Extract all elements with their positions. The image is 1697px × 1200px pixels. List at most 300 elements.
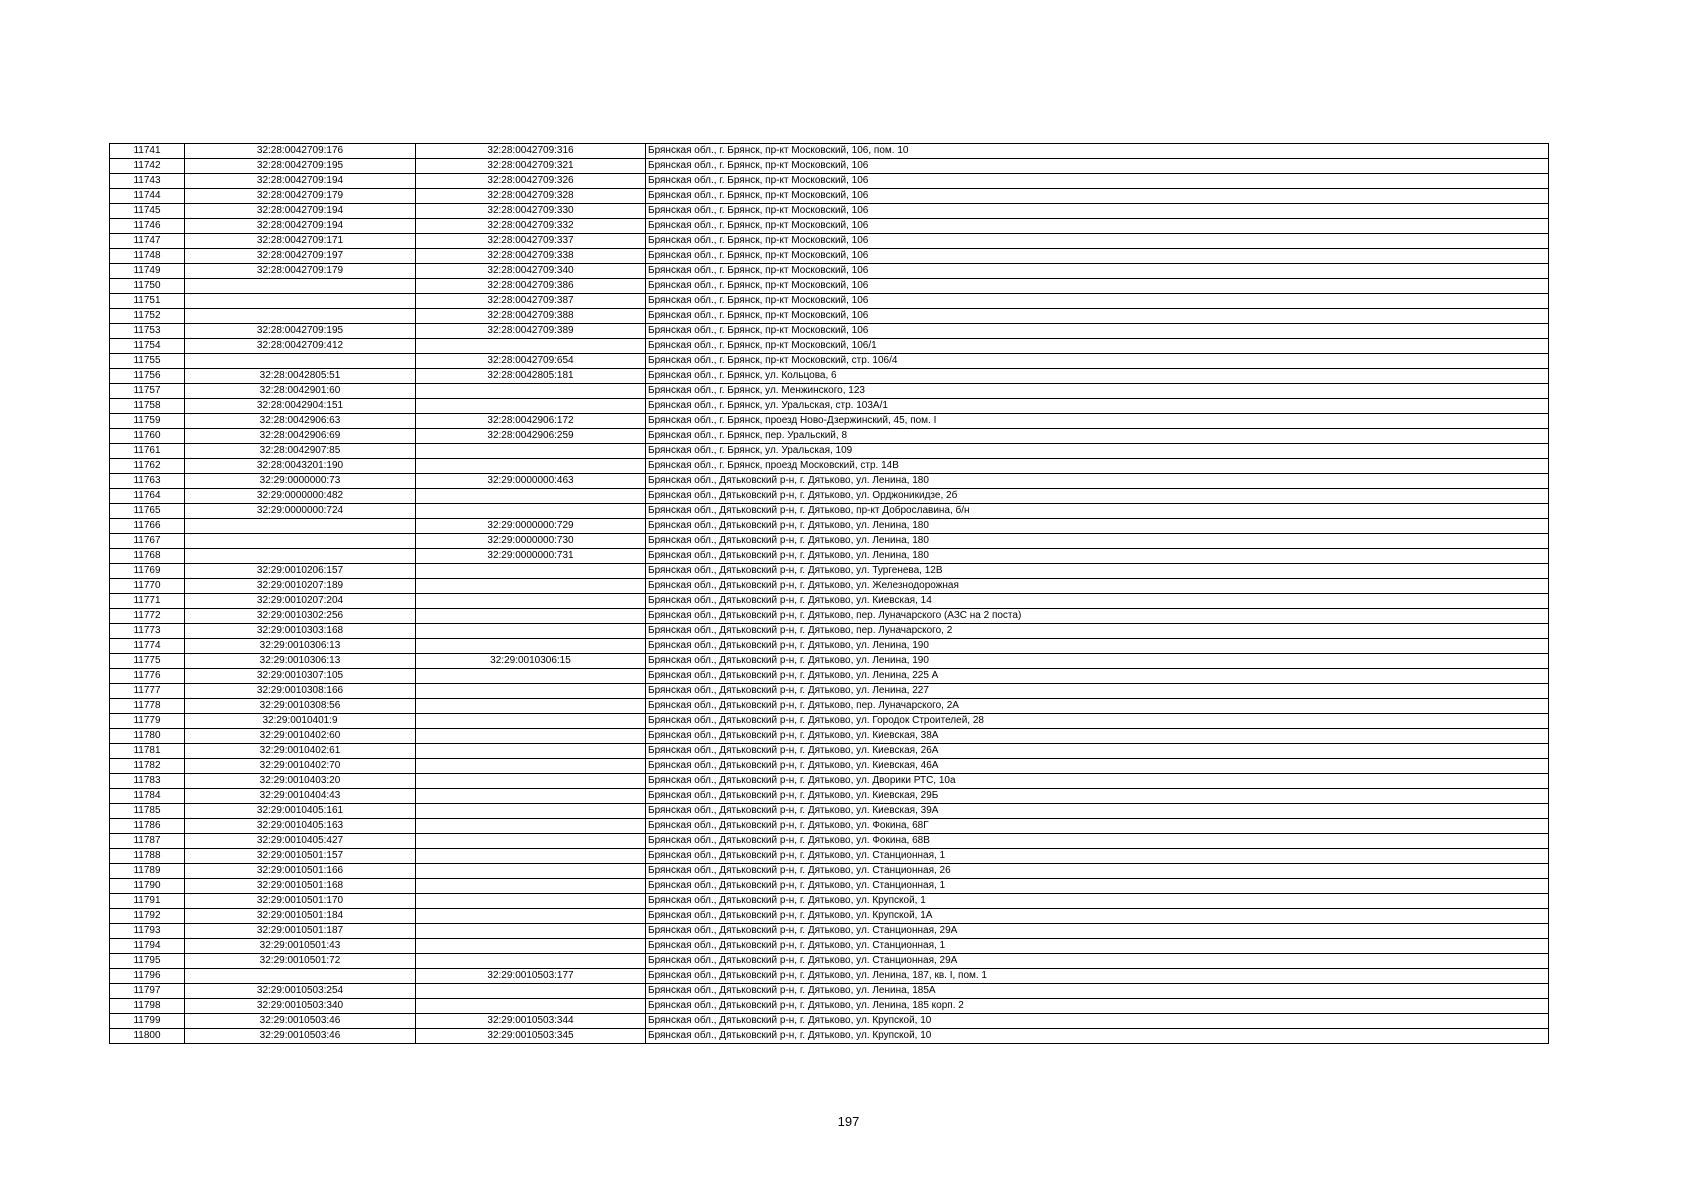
cell-cadastral-number: 32:29:0010405:161 xyxy=(185,804,416,819)
cell-cadastral-number-2 xyxy=(416,624,646,639)
cell-address: Брянская обл., Дятьковский р-н, г. Дятьково, ул. Киевская, 46А xyxy=(646,759,1549,774)
table-row xyxy=(110,744,1549,759)
table-row xyxy=(110,609,1549,624)
table-row xyxy=(110,174,1549,189)
cell-cadastral-number-2: 32:28:0042709:316 xyxy=(416,144,646,159)
cell-address: Брянская обл., Дятьковский р-н, г. Дятьково, ул. Ленина, 227 xyxy=(646,684,1549,699)
cell-address: Брянская обл., Дятьковский р-н, г. Дятьково, ул. Киевская, 39А xyxy=(646,804,1549,819)
cell-cadastral-number: 32:28:0042709:179 xyxy=(185,189,416,204)
cell-address: Брянская обл., Дятьковский р-н, г. Дятьково, ул. Крупской, 1А xyxy=(646,909,1549,924)
table-row xyxy=(110,339,1549,354)
table-row xyxy=(110,324,1549,339)
cell-cadastral-number: 32:29:0010503:46 xyxy=(185,1014,416,1029)
cell-cadastral-number-2 xyxy=(416,594,646,609)
table-row xyxy=(110,879,1549,894)
cell-row-number: 11773 xyxy=(110,624,185,639)
cell-row-number: 11753 xyxy=(110,324,185,339)
cell-row-number: 11794 xyxy=(110,939,185,954)
cell-address: Брянская обл., г. Брянск, проезд Ново-Дзержинский, 45, пом. I xyxy=(646,414,1549,429)
cell-cadastral-number: 32:29:0000000:482 xyxy=(185,489,416,504)
cell-cadastral-number: 32:28:0042709:195 xyxy=(185,159,416,174)
cell-address: Брянская обл., г. Брянск, пр-кт Московский, 106 xyxy=(646,189,1549,204)
cell-row-number: 11750 xyxy=(110,279,185,294)
cell-cadastral-number-2 xyxy=(416,954,646,969)
cell-address: Брянская обл., г. Брянск, пр-кт Московский, стр. 106/4 xyxy=(646,354,1549,369)
cell-cadastral-number: 32:29:0010501:43 xyxy=(185,939,416,954)
cell-cadastral-number-2: 32:29:0010503:345 xyxy=(416,1029,646,1044)
cell-cadastral-number: 32:29:0010207:189 xyxy=(185,579,416,594)
cell-address: Брянская обл., Дятьковский р-н, г. Дятьково, ул. Киевская, 14 xyxy=(646,594,1549,609)
cell-address: Брянская обл., г. Брянск, пр-кт Московский, 106 xyxy=(646,204,1549,219)
cell-cadastral-number: 32:29:0010308:166 xyxy=(185,684,416,699)
cell-cadastral-number-2: 32:29:0000000:731 xyxy=(416,549,646,564)
cell-cadastral-number: 32:29:0010501:166 xyxy=(185,864,416,879)
table-row xyxy=(110,564,1549,579)
table-row xyxy=(110,804,1549,819)
cell-cadastral-number: 32:28:0042709:194 xyxy=(185,174,416,189)
cell-cadastral-number xyxy=(185,354,416,369)
cell-address: Брянская обл., Дятьковский р-н, г. Дятьково, ул. Ленина, 180 xyxy=(646,519,1549,534)
table-row xyxy=(110,684,1549,699)
cell-address: Брянская обл., Дятьковский р-н, г. Дятьково, ул. Тургенева, 12В xyxy=(646,564,1549,579)
table-row xyxy=(110,639,1549,654)
cell-row-number: 11757 xyxy=(110,384,185,399)
table-row xyxy=(110,654,1549,669)
cell-cadastral-number-2: 32:28:0042906:259 xyxy=(416,429,646,444)
cell-cadastral-number-2: 32:28:0042709:388 xyxy=(416,309,646,324)
cell-cadastral-number: 32:29:0010206:157 xyxy=(185,564,416,579)
cell-cadastral-number-2 xyxy=(416,834,646,849)
cell-cadastral-number-2 xyxy=(416,744,646,759)
cell-address: Брянская обл., г. Брянск, пр-кт Московский, 106, пом. 10 xyxy=(646,144,1549,159)
cell-address: Брянская обл., г. Брянск, пр-кт Московский, 106 xyxy=(646,174,1549,189)
cell-address: Брянская обл., г. Брянск, пер. Уральский, 8 xyxy=(646,429,1549,444)
cell-address: Брянская обл., Дятьковский р-н, г. Дятьково, ул. Станционная, 1 xyxy=(646,849,1549,864)
table-row xyxy=(110,849,1549,864)
table-row xyxy=(110,189,1549,204)
table-row xyxy=(110,714,1549,729)
cell-cadastral-number: 32:28:0042901:60 xyxy=(185,384,416,399)
cell-row-number: 11786 xyxy=(110,819,185,834)
cell-cadastral-number-2 xyxy=(416,384,646,399)
cell-row-number: 11742 xyxy=(110,159,185,174)
cell-cadastral-number: 32:28:0043201:190 xyxy=(185,459,416,474)
cell-row-number: 11766 xyxy=(110,519,185,534)
cell-address: Брянская обл., Дятьковский р-н, г. Дятьково, ул. Станционная, 26 xyxy=(646,864,1549,879)
table-row xyxy=(110,384,1549,399)
table-row xyxy=(110,699,1549,714)
table-row xyxy=(110,579,1549,594)
cell-row-number: 11762 xyxy=(110,459,185,474)
cell-cadastral-number-2: 32:28:0042709:326 xyxy=(416,174,646,189)
cell-cadastral-number-2: 32:29:0000000:730 xyxy=(416,534,646,549)
cell-cadastral-number: 32:28:0042709:179 xyxy=(185,264,416,279)
cell-row-number: 11776 xyxy=(110,669,185,684)
cell-cadastral-number-2 xyxy=(416,774,646,789)
cell-cadastral-number xyxy=(185,519,416,534)
table-row xyxy=(110,474,1549,489)
cell-cadastral-number-2 xyxy=(416,399,646,414)
cell-cadastral-number-2: 32:28:0042709:332 xyxy=(416,219,646,234)
cell-cadastral-number-2: 32:29:0000000:463 xyxy=(416,474,646,489)
cell-cadastral-number: 32:28:0042906:69 xyxy=(185,429,416,444)
cell-cadastral-number: 32:29:0010501:170 xyxy=(185,894,416,909)
cell-address: Брянская обл., г. Брянск, пр-кт Московский, 106 xyxy=(646,324,1549,339)
cell-row-number: 11747 xyxy=(110,234,185,249)
table-row xyxy=(110,864,1549,879)
cell-cadastral-number-2 xyxy=(416,864,646,879)
cell-cadastral-number-2 xyxy=(416,849,646,864)
page-number: 197 xyxy=(837,1114,860,1129)
cell-cadastral-number: 32:29:0010501:157 xyxy=(185,849,416,864)
cell-row-number: 11774 xyxy=(110,639,185,654)
cell-cadastral-number-2 xyxy=(416,924,646,939)
cell-cadastral-number xyxy=(185,309,416,324)
cell-cadastral-number-2 xyxy=(416,339,646,354)
cell-address: Брянская обл., г. Брянск, пр-кт Московский, 106/1 xyxy=(646,339,1549,354)
table-row xyxy=(110,399,1549,414)
cell-row-number: 11778 xyxy=(110,699,185,714)
cell-address: Брянская обл., Дятьковский р-н, г. Дятьково, ул. Станционная, 29А xyxy=(646,924,1549,939)
cell-cadastral-number-2 xyxy=(416,909,646,924)
cell-row-number: 11749 xyxy=(110,264,185,279)
cell-address: Брянская обл., Дятьковский р-н, г. Дятьково, ул. Железнодорожная xyxy=(646,579,1549,594)
cell-row-number: 11782 xyxy=(110,759,185,774)
cell-row-number: 11759 xyxy=(110,414,185,429)
cell-row-number: 11756 xyxy=(110,369,185,384)
cell-row-number: 11768 xyxy=(110,549,185,564)
cell-address: Брянская обл., Дятьковский р-н, г. Дятьково, ул. Орджоникидзе, 2б xyxy=(646,489,1549,504)
cell-address: Брянская обл., г. Брянск, пр-кт Московский, 106 xyxy=(646,249,1549,264)
cell-row-number: 11800 xyxy=(110,1029,185,1044)
cell-cadastral-number-2: 32:28:0042709:340 xyxy=(416,264,646,279)
cell-address: Брянская обл., Дятьковский р-н, г. Дятьково, ул. Киевская, 29Б xyxy=(646,789,1549,804)
table-row xyxy=(110,249,1549,264)
table-row xyxy=(110,759,1549,774)
cell-cadastral-number xyxy=(185,969,416,984)
cell-row-number: 11781 xyxy=(110,744,185,759)
table-row xyxy=(110,144,1549,159)
cell-row-number: 11787 xyxy=(110,834,185,849)
cell-cadastral-number: 32:29:0010401:9 xyxy=(185,714,416,729)
table-row xyxy=(110,789,1549,804)
cell-cadastral-number-2: 32:29:0010503:344 xyxy=(416,1014,646,1029)
cell-row-number: 11797 xyxy=(110,984,185,999)
cell-cadastral-number: 32:28:0042709:194 xyxy=(185,204,416,219)
table-row xyxy=(110,519,1549,534)
table-row xyxy=(110,444,1549,459)
cell-address: Брянская обл., Дятьковский р-н, г. Дятьково, ул. Ленина, 225 А xyxy=(646,669,1549,684)
cell-cadastral-number-2 xyxy=(416,759,646,774)
cell-row-number: 11760 xyxy=(110,429,185,444)
cell-row-number: 11769 xyxy=(110,564,185,579)
cell-row-number: 11744 xyxy=(110,189,185,204)
cell-address: Брянская обл., Дятьковский р-н, г. Дятьково, ул. Городок Строителей, 28 xyxy=(646,714,1549,729)
cell-cadastral-number: 32:28:0042906:63 xyxy=(185,414,416,429)
cell-row-number: 11748 xyxy=(110,249,185,264)
cell-cadastral-number-2 xyxy=(416,669,646,684)
cell-cadastral-number-2 xyxy=(416,999,646,1014)
cell-row-number: 11785 xyxy=(110,804,185,819)
cell-cadastral-number-2: 32:28:0042709:386 xyxy=(416,279,646,294)
table-row xyxy=(110,294,1549,309)
table-row xyxy=(110,489,1549,504)
cell-address: Брянская обл., Дятьковский р-н, г. Дятьково, ул. Станционная, 1 xyxy=(646,939,1549,954)
cell-row-number: 11793 xyxy=(110,924,185,939)
table-row xyxy=(110,204,1549,219)
cell-cadastral-number: 32:29:0010307:105 xyxy=(185,669,416,684)
table-row xyxy=(110,534,1549,549)
cell-cadastral-number-2 xyxy=(416,789,646,804)
table-row xyxy=(110,834,1549,849)
cell-cadastral-number-2: 32:29:0010306:15 xyxy=(416,654,646,669)
cell-address: Брянская обл., Дятьковский р-н, г. Дятьково, ул. Фокина, 68В xyxy=(646,834,1549,849)
table-row xyxy=(110,594,1549,609)
cell-row-number: 11795 xyxy=(110,954,185,969)
table-row xyxy=(110,729,1549,744)
table-row xyxy=(110,414,1549,429)
cell-address: Брянская обл., г. Брянск, пр-кт Московский, 106 xyxy=(646,219,1549,234)
table-row xyxy=(110,219,1549,234)
cell-row-number: 11754 xyxy=(110,339,185,354)
table-row xyxy=(110,159,1549,174)
cell-cadastral-number: 32:29:0010405:163 xyxy=(185,819,416,834)
cell-cadastral-number: 32:29:0010501:168 xyxy=(185,879,416,894)
table-row xyxy=(110,999,1549,1014)
cell-row-number: 11761 xyxy=(110,444,185,459)
cell-row-number: 11783 xyxy=(110,774,185,789)
cell-address: Брянская обл., г. Брянск, ул. Кольцова, 6 xyxy=(646,369,1549,384)
cell-row-number: 11763 xyxy=(110,474,185,489)
cell-cadastral-number: 32:28:0042709:194 xyxy=(185,219,416,234)
cell-address: Брянская обл., Дятьковский р-н, г. Дятьково, ул. Станционная, 29А xyxy=(646,954,1549,969)
table-row xyxy=(110,1029,1549,1044)
property-registry-table xyxy=(109,143,1549,1044)
table-row xyxy=(110,369,1549,384)
cell-address: Брянская обл., Дятьковский р-н, г. Дятьково, ул. Крупской, 10 xyxy=(646,1029,1549,1044)
table-row xyxy=(110,624,1549,639)
cell-row-number: 11791 xyxy=(110,894,185,909)
table-row xyxy=(110,354,1549,369)
table-row xyxy=(110,774,1549,789)
cell-cadastral-number: 32:29:0010402:60 xyxy=(185,729,416,744)
table-row xyxy=(110,954,1549,969)
cell-cadastral-number: 32:28:0042709:195 xyxy=(185,324,416,339)
table-row xyxy=(110,924,1549,939)
cell-cadastral-number-2 xyxy=(416,564,646,579)
table-row xyxy=(110,984,1549,999)
cell-cadastral-number: 32:28:0042709:197 xyxy=(185,249,416,264)
cell-row-number: 11789 xyxy=(110,864,185,879)
cell-cadastral-number: 32:29:0010503:254 xyxy=(185,984,416,999)
cell-cadastral-number-2 xyxy=(416,714,646,729)
table-row xyxy=(110,429,1549,444)
cell-address: Брянская обл., г. Брянск, пр-кт Московский, 106 xyxy=(646,159,1549,174)
cell-cadastral-number xyxy=(185,279,416,294)
cell-cadastral-number: 32:29:0000000:73 xyxy=(185,474,416,489)
cell-address: Брянская обл., г. Брянск, пр-кт Московский, 106 xyxy=(646,264,1549,279)
cell-address: Брянская обл., Дятьковский р-н, г. Дятьково, пер. Луначарского, 2А xyxy=(646,699,1549,714)
cell-address: Брянская обл., Дятьковский р-н, г. Дятьково, ул. Фокина, 68Г xyxy=(646,819,1549,834)
cell-row-number: 11751 xyxy=(110,294,185,309)
cell-cadastral-number: 32:28:0042709:176 xyxy=(185,144,416,159)
cell-cadastral-number-2: 32:29:0000000:729 xyxy=(416,519,646,534)
table-row xyxy=(110,549,1549,564)
cell-row-number: 11771 xyxy=(110,594,185,609)
cell-row-number: 11796 xyxy=(110,969,185,984)
cell-address: Брянская обл., Дятьковский р-н, г. Дятьково, ул. Киевская, 38А xyxy=(646,729,1549,744)
table-row xyxy=(110,909,1549,924)
cell-address: Брянская обл., Дятьковский р-н, г. Дятьково, ул. Ленина, 180 xyxy=(646,474,1549,489)
cell-address: Брянская обл., Дятьковский р-н, г. Дятьково, ул. Крупской, 1 xyxy=(646,894,1549,909)
cell-row-number: 11788 xyxy=(110,849,185,864)
cell-cadastral-number xyxy=(185,294,416,309)
cell-cadastral-number-2: 32:28:0042709:330 xyxy=(416,204,646,219)
cell-cadastral-number xyxy=(185,549,416,564)
cell-row-number: 11764 xyxy=(110,489,185,504)
cell-address: Брянская обл., Дятьковский р-н, г. Дятьково, ул. Крупской, 10 xyxy=(646,1014,1549,1029)
cell-cadastral-number xyxy=(185,534,416,549)
cell-address: Брянская обл., Дятьковский р-н, г. Дятьково, ул. Ленина, 180 xyxy=(646,534,1549,549)
cell-row-number: 11758 xyxy=(110,399,185,414)
cell-cadastral-number: 32:29:0010207:204 xyxy=(185,594,416,609)
cell-address: Брянская обл., Дятьковский р-н, г. Дятьково, ул. Станционная, 1 xyxy=(646,879,1549,894)
cell-cadastral-number: 32:29:0010501:187 xyxy=(185,924,416,939)
cell-cadastral-number-2 xyxy=(416,819,646,834)
table-row xyxy=(110,309,1549,324)
cell-cadastral-number-2: 32:28:0042906:172 xyxy=(416,414,646,429)
cell-cadastral-number-2 xyxy=(416,699,646,714)
table-row xyxy=(110,969,1549,984)
cell-cadastral-number-2 xyxy=(416,579,646,594)
cell-cadastral-number: 32:29:0010402:70 xyxy=(185,759,416,774)
cell-cadastral-number-2 xyxy=(416,609,646,624)
cell-address: Брянская обл., Дятьковский р-н, г. Дятьково, пр-кт Доброславина, б/н xyxy=(646,504,1549,519)
cell-cadastral-number-2 xyxy=(416,684,646,699)
table-row xyxy=(110,264,1549,279)
cell-cadastral-number-2: 32:28:0042709:321 xyxy=(416,159,646,174)
cell-row-number: 11765 xyxy=(110,504,185,519)
cell-cadastral-number: 32:29:0010306:13 xyxy=(185,639,416,654)
cell-row-number: 11755 xyxy=(110,354,185,369)
cell-row-number: 11780 xyxy=(110,729,185,744)
cell-cadastral-number: 32:29:0010404:43 xyxy=(185,789,416,804)
cell-address: Брянская обл., г. Брянск, ул. Менжинского, 123 xyxy=(646,384,1549,399)
cell-cadastral-number-2: 32:28:0042805:181 xyxy=(416,369,646,384)
cell-row-number: 11746 xyxy=(110,219,185,234)
table-row xyxy=(110,669,1549,684)
cell-cadastral-number: 32:29:0010503:340 xyxy=(185,999,416,1014)
cell-address: Брянская обл., г. Брянск, пр-кт Московский, 106 xyxy=(646,279,1549,294)
cell-address: Брянская обл., Дятьковский р-н, г. Дятьково, ул. Ленина, 187, кв. I, пом. 1 xyxy=(646,969,1549,984)
table-row xyxy=(110,939,1549,954)
cell-row-number: 11745 xyxy=(110,204,185,219)
cell-cadastral-number-2 xyxy=(416,729,646,744)
cell-row-number: 11799 xyxy=(110,1014,185,1029)
cell-cadastral-number-2 xyxy=(416,504,646,519)
cell-address: Брянская обл., Дятьковский р-н, г. Дятьково, ул. Ленина, 190 xyxy=(646,639,1549,654)
cell-cadastral-number-2: 32:28:0042709:328 xyxy=(416,189,646,204)
cell-address: Брянская обл., г. Брянск, ул. Уральская, 109 xyxy=(646,444,1549,459)
cell-cadastral-number-2 xyxy=(416,939,646,954)
cell-cadastral-number-2: 32:28:0042709:654 xyxy=(416,354,646,369)
cell-row-number: 11743 xyxy=(110,174,185,189)
cell-cadastral-number: 32:29:0010501:184 xyxy=(185,909,416,924)
cell-row-number: 11752 xyxy=(110,309,185,324)
cell-cadastral-number: 32:29:0010308:56 xyxy=(185,699,416,714)
cell-address: Брянская обл., г. Брянск, пр-кт Московский, 106 xyxy=(646,294,1549,309)
cell-row-number: 11772 xyxy=(110,609,185,624)
cell-address: Брянская обл., Дятьковский р-н, г. Дятьково, ул. Дворики РТС, 10а xyxy=(646,774,1549,789)
cell-address: Брянская обл., г. Брянск, проезд Московский, стр. 14В xyxy=(646,459,1549,474)
cell-cadastral-number-2: 32:28:0042709:338 xyxy=(416,249,646,264)
cell-cadastral-number-2 xyxy=(416,459,646,474)
cell-address: Брянская обл., Дятьковский р-н, г. Дятьково, пер. Луначарского (АЗС на 2 поста) xyxy=(646,609,1549,624)
cell-row-number: 11779 xyxy=(110,714,185,729)
cell-row-number: 11784 xyxy=(110,789,185,804)
cell-address: Брянская обл., Дятьковский р-н, г. Дятьково, ул. Ленина, 190 xyxy=(646,654,1549,669)
cell-row-number: 11770 xyxy=(110,579,185,594)
cell-address: Брянская обл., Дятьковский р-н, г. Дятьково, ул. Ленина, 180 xyxy=(646,549,1549,564)
cell-address: Брянская обл., Дятьковский р-н, г. Дятьково, ул. Киевская, 26А xyxy=(646,744,1549,759)
cell-cadastral-number-2 xyxy=(416,489,646,504)
cell-cadastral-number-2: 32:28:0042709:387 xyxy=(416,294,646,309)
cell-row-number: 11775 xyxy=(110,654,185,669)
table-body xyxy=(110,144,1549,1044)
cell-cadastral-number: 32:29:0010402:61 xyxy=(185,744,416,759)
cell-address: Брянская обл., г. Брянск, пр-кт Московский, 106 xyxy=(646,234,1549,249)
cell-row-number: 11777 xyxy=(110,684,185,699)
cell-cadastral-number: 32:28:0042709:171 xyxy=(185,234,416,249)
table-row xyxy=(110,504,1549,519)
cell-cadastral-number: 32:29:0010405:427 xyxy=(185,834,416,849)
cell-cadastral-number: 32:29:0010303:168 xyxy=(185,624,416,639)
cell-cadastral-number: 32:29:0010302:256 xyxy=(185,609,416,624)
cell-cadastral-number-2: 32:28:0042709:389 xyxy=(416,324,646,339)
table-row xyxy=(110,279,1549,294)
cell-row-number: 11767 xyxy=(110,534,185,549)
cell-cadastral-number-2: 32:29:0010503:177 xyxy=(416,969,646,984)
cell-address: Брянская обл., г. Брянск, пр-кт Московский, 106 xyxy=(646,309,1549,324)
cell-row-number: 11792 xyxy=(110,909,185,924)
cell-cadastral-number: 32:28:0042904:151 xyxy=(185,399,416,414)
cell-row-number: 11798 xyxy=(110,999,185,1014)
cell-cadastral-number-2 xyxy=(416,444,646,459)
table-row xyxy=(110,459,1549,474)
cell-cadastral-number: 32:29:0010403:20 xyxy=(185,774,416,789)
cell-cadastral-number: 32:28:0042709:412 xyxy=(185,339,416,354)
table-row xyxy=(110,894,1549,909)
cell-cadastral-number-2 xyxy=(416,879,646,894)
cell-cadastral-number: 32:28:0042805:51 xyxy=(185,369,416,384)
table-row xyxy=(110,234,1549,249)
cell-row-number: 11741 xyxy=(110,144,185,159)
cell-cadastral-number: 32:28:0042907:85 xyxy=(185,444,416,459)
cell-cadastral-number-2 xyxy=(416,984,646,999)
cell-cadastral-number: 32:29:0010306:13 xyxy=(185,654,416,669)
cell-address: Брянская обл., Дятьковский р-н, г. Дятьково, пер. Луначарского, 2 xyxy=(646,624,1549,639)
cell-cadastral-number-2 xyxy=(416,804,646,819)
cell-address: Брянская обл., г. Брянск, ул. Уральская, стр. 103А/1 xyxy=(646,399,1549,414)
cell-cadastral-number-2 xyxy=(416,894,646,909)
cell-cadastral-number: 32:29:0000000:724 xyxy=(185,504,416,519)
cell-address: Брянская обл., Дятьковский р-н, г. Дятьково, ул. Ленина, 185 корп. 2 xyxy=(646,999,1549,1014)
cell-cadastral-number: 32:29:0010503:46 xyxy=(185,1029,416,1044)
cell-row-number: 11790 xyxy=(110,879,185,894)
cell-address: Брянская обл., Дятьковский р-н, г. Дятьково, ул. Ленина, 185А xyxy=(646,984,1549,999)
table-row xyxy=(110,1014,1549,1029)
cell-cadastral-number-2 xyxy=(416,639,646,654)
